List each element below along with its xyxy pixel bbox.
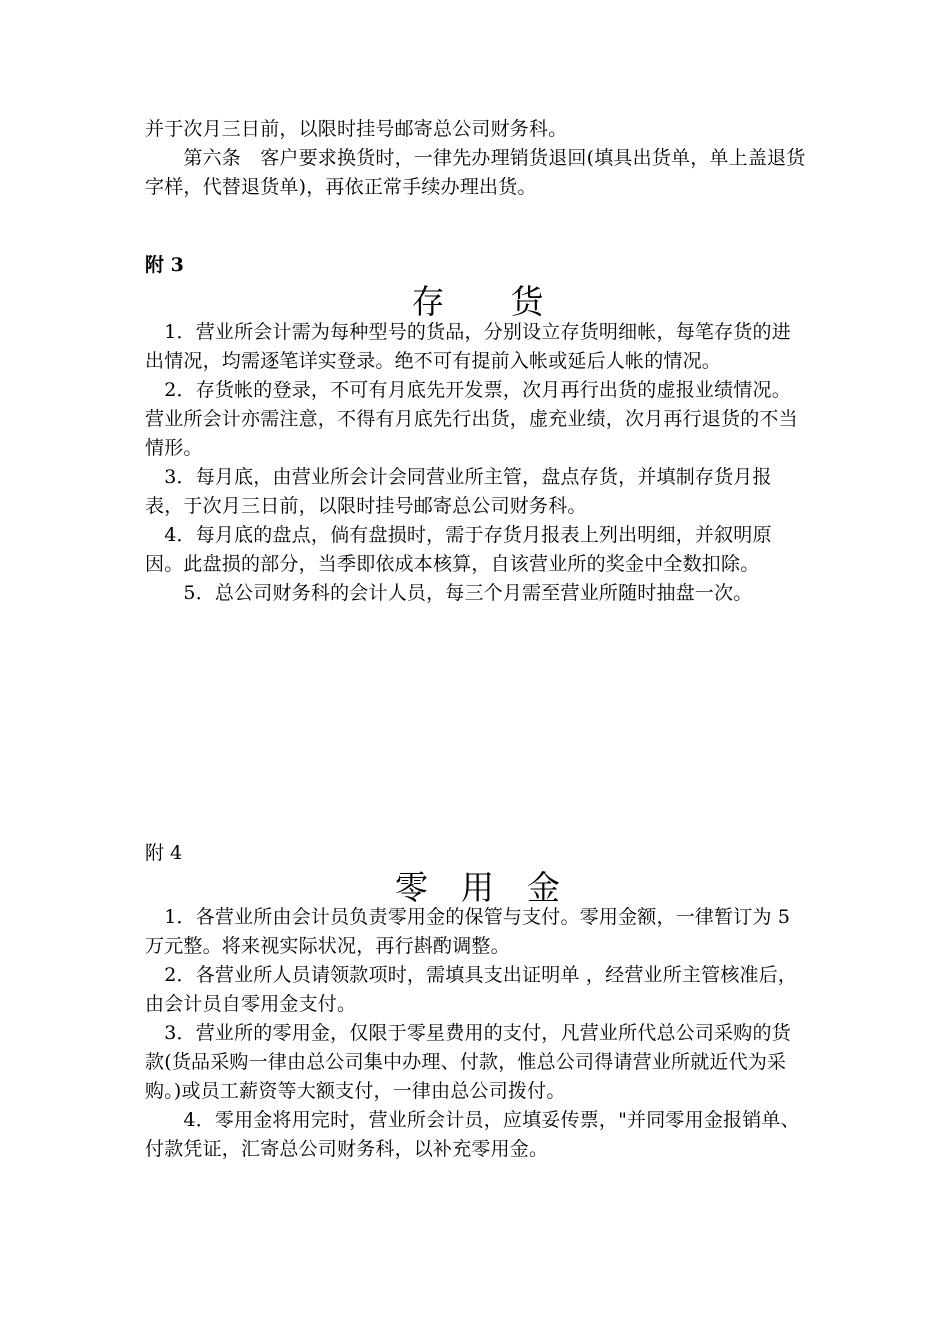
annex-3-item-4: 4．每月底的盘点，倘有盘损时，需于存货月报表上列出明细，并叙明原因。此盘损的部分，当季即依成本核算，自该营业所的奖金中全数扣除。 [145, 524, 772, 575]
annex-4-label: 附 4 [145, 842, 183, 864]
annex-3-item-1: 1．营业所会计需为每种型号的货品，分别设立存货明细帐，每笔存货的进出情况，均需逐笔详实登录。绝不可有提前入帐或延后人帐的情况。 [145, 321, 791, 372]
annex-3-item-3: 3．每月底，由营业所会计会同营业所主管，盘点存货，并填制存货月报表，于次月三日前，以限时挂号邮寄总公司财务科。 [145, 466, 772, 517]
annex-3-item-5: 5．总公司财务科的会计人员，每三个月需至营业所随时抽盘一次。 [145, 582, 753, 604]
continuation-text: 并于次月三日前，以限时挂号邮寄总公司财务科。 [145, 118, 568, 140]
annex-3-title: 存 货 [411, 282, 544, 321]
annex-3-body [145, 318, 810, 608]
annex-3-item-2: 2．存货帐的登录，不可有月底先开发票，次月再行出货的虚报业绩情况。营业所会计亦需注意，不得有月底先行出货，虚充业绩，次月再行退货的不当情形。 [145, 379, 798, 459]
article-6: 第六条 客户要求换货时，一律先办理销货退回(填具出货单，单上盖退货字样，代替退货单)，再依正常手续办理出货。 [145, 147, 806, 198]
annex-3-label: 附 3 [145, 254, 184, 276]
annex-4-body [145, 903, 810, 1164]
annex-4-title: 零 用 金 [395, 868, 560, 907]
annex-4-item-2: 2．各营业所人员请领款项时，需填具支出证明单 ，经营业所主管核准后，由会计员自零用金支付。 [145, 964, 798, 1015]
top-section [145, 115, 810, 202]
annex-4-item-4: 4．零用金将用完时，营业所会计员，应填妥传票，"并同零用金报销单、付款凭证，汇寄总公司财务科，以补充零用金。 [145, 1109, 800, 1160]
annex-4-item-3: 3．营业所的零用金，仅限于零星费用的支付，凡营业所代总公司采购的货款(货品采购一律由总公司集中办理、付款，惟总公司得请营业所就近代为采购。)或员工薪资等大额支付，一律由总公司拨付。 [145, 1022, 791, 1102]
annex-4-item-1: 1．各营业所由会计员负责零用金的保管与支付。零用金额，一律暂订为 5 万元整。将来视实际状况，再行斟酌调整。 [145, 906, 791, 957]
